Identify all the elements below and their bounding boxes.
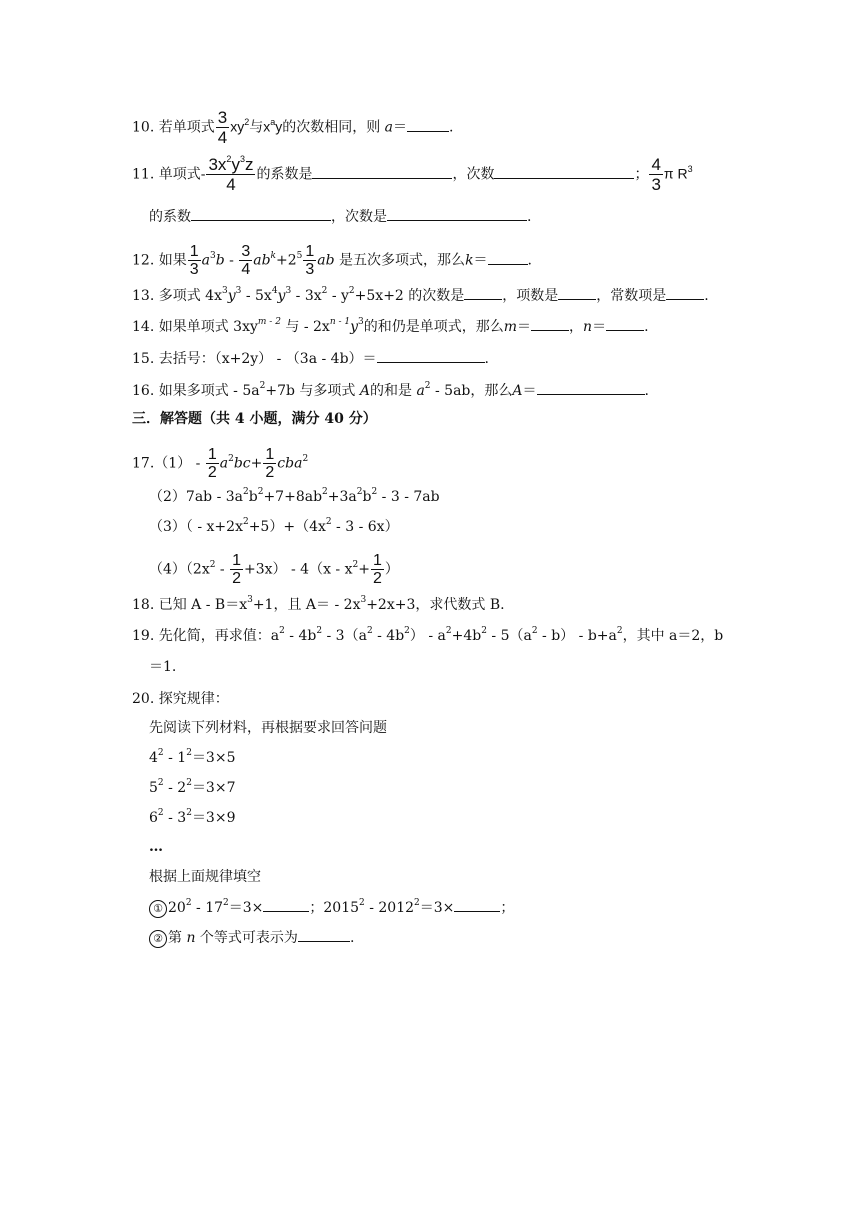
- q20-item-2: ② 第 n 个等式可表示为 .: [149, 927, 354, 949]
- answer-blank[interactable]: [263, 897, 309, 912]
- question-number: 15.: [132, 351, 155, 367]
- question-number: 18.: [132, 597, 155, 613]
- fraction: $\frac{1}{2}$: [207, 446, 217, 481]
- section-heading: 三．解答题（共 4 小题，满分 40 分）: [132, 411, 377, 427]
- question-16: 16. 如果多项式 - $5a^2+7b$ 与多项式 A的和是 $a^2 - 5ab$，那么A＝ .: [132, 381, 649, 399]
- answer-blank[interactable]: [531, 316, 569, 331]
- question-14: 14. 如果单项式 $3xy^{m - 2}$ 与 - $2x^{n - 1}y^3$的和仍是单项式，那么m＝ ，n＝ .: [132, 317, 649, 335]
- answer-blank[interactable]: [387, 206, 527, 221]
- question-number: 11.: [132, 166, 155, 183]
- answer-blank[interactable]: [298, 927, 350, 942]
- fraction: $\frac{1}{2}$: [265, 446, 275, 481]
- answer-blank[interactable]: [494, 164, 634, 179]
- answer-blank[interactable]: [312, 164, 452, 179]
- q20-line-2: $5^2 - 2^2=3\times 7$: [149, 778, 236, 796]
- question-11: 11. 单项式- $\frac{3x^2y^3z}{4}$ 的系数是 ，次数 ； $\frac{4}{3}$ π $R^3$: [132, 154, 693, 194]
- answer-blank[interactable]: [407, 117, 449, 132]
- q20-ellipsis: …: [149, 839, 163, 855]
- question-19-cont: ＝1.: [149, 659, 177, 675]
- fraction: $\frac{3x^2y^3z}{4}$: [208, 154, 254, 194]
- answer-blank[interactable]: [454, 897, 500, 912]
- answer-blank[interactable]: [558, 285, 596, 300]
- question-18: 18. 已知 $A - B=x^3+1$，且 $A= - 2x^3+2x+3$，求代数式 B.: [132, 595, 505, 613]
- fraction: $\frac{1}{3}$: [305, 243, 315, 278]
- answer-blank[interactable]: [666, 285, 704, 300]
- question-19: 19. 先化简，再求值：$a^2 - 4b^2 - 3(a^2 - 4b^2) - a^2+4b^2 - 5(a^2 - b) - b+a^2$，其中 a＝2，b: [132, 626, 724, 644]
- question-20: 20. 探究规律：: [132, 691, 229, 707]
- question-number: 13.: [132, 288, 155, 304]
- circled-number-2: ②: [149, 930, 167, 948]
- question-12: 12. 如果 $\frac{1}{3}$ $a^3b$ - $\frac{3}{4}$ $ab^k+2^5$ $\frac{1}{3}$ ab 是五次多项式，那么k＝ .: [132, 243, 532, 278]
- question-17-part-2: $(2)7ab - 3a^2b^2+7+8ab^2+3a^2b^2 - 3 - 7ab$: [149, 487, 440, 505]
- fraction: $\frac{1}{2}$: [372, 552, 382, 587]
- answer-blank[interactable]: [606, 316, 644, 331]
- question-17-part-1: 17.（1） - $\frac{1}{2}$ $a^2bc+$ $\frac{1}{2}$ cba$^2$: [132, 446, 309, 481]
- question-17-part-3: $(3)( - x+2x^2+5)+(4x^2 - 3 - 6x)$: [149, 517, 399, 535]
- question-number: 12.: [132, 252, 155, 269]
- q20-line-3: $6^2 - 3^2=3\times 9$: [149, 808, 236, 826]
- circled-number-1: ①: [149, 900, 167, 918]
- fraction: $\frac{3}{4}$: [217, 108, 228, 147]
- q20-fill-instruction: 根据上面规律填空: [149, 869, 261, 885]
- question-17-part-4: $(4)(2x^2$ - $\frac{1}{2}$ $+3x) - 4(x - x^2+$ $\frac{1}{2}$ ）: [149, 552, 399, 587]
- answer-blank[interactable]: [488, 250, 528, 265]
- fraction: $\frac{3}{4}$: [241, 243, 251, 278]
- question-number: 19.: [132, 628, 155, 644]
- q20-line-1: $4^2 - 1^2=3\times 5$: [149, 748, 236, 766]
- answer-blank[interactable]: [191, 206, 331, 221]
- q20-intro: 先阅读下列材料，再根据要求回答问题: [149, 720, 387, 736]
- answer-blank[interactable]: [464, 285, 502, 300]
- question-13: 13. 多项式 $4x^3y^3 - 5x^4y^3 - 3x^2 - y^2+5x+2$ 的次数是 ，项数是 ，常数项是 .: [132, 286, 709, 304]
- question-number: 10.: [132, 119, 155, 136]
- question-10: 10. 若单项式 $\frac{3}{4}$ $xy^2$与$x^ay$的次数相同，则 a＝ .: [132, 108, 454, 147]
- question-11-cont: 的系数 ，次数是 .: [149, 206, 531, 228]
- q20-item-1: ① $20^2 - 17^2=3\times$ ；$2015^2 - 2012^2=3\times$ ；: [149, 897, 514, 919]
- answer-blank[interactable]: [377, 348, 485, 363]
- fraction: $\frac{1}{2}$: [232, 552, 241, 587]
- question-number: 17.: [132, 455, 155, 472]
- question-15: 15. 去括号：（x+2y） - （3a - 4b）＝ .: [132, 348, 489, 370]
- question-number: 14.: [132, 319, 155, 335]
- fraction: $\frac{4}{3}$: [651, 155, 661, 194]
- question-number: 16.: [132, 383, 155, 399]
- answer-blank[interactable]: [537, 380, 645, 395]
- fraction: $\frac{1}{3}$: [189, 243, 199, 278]
- question-number: 20.: [132, 691, 155, 707]
